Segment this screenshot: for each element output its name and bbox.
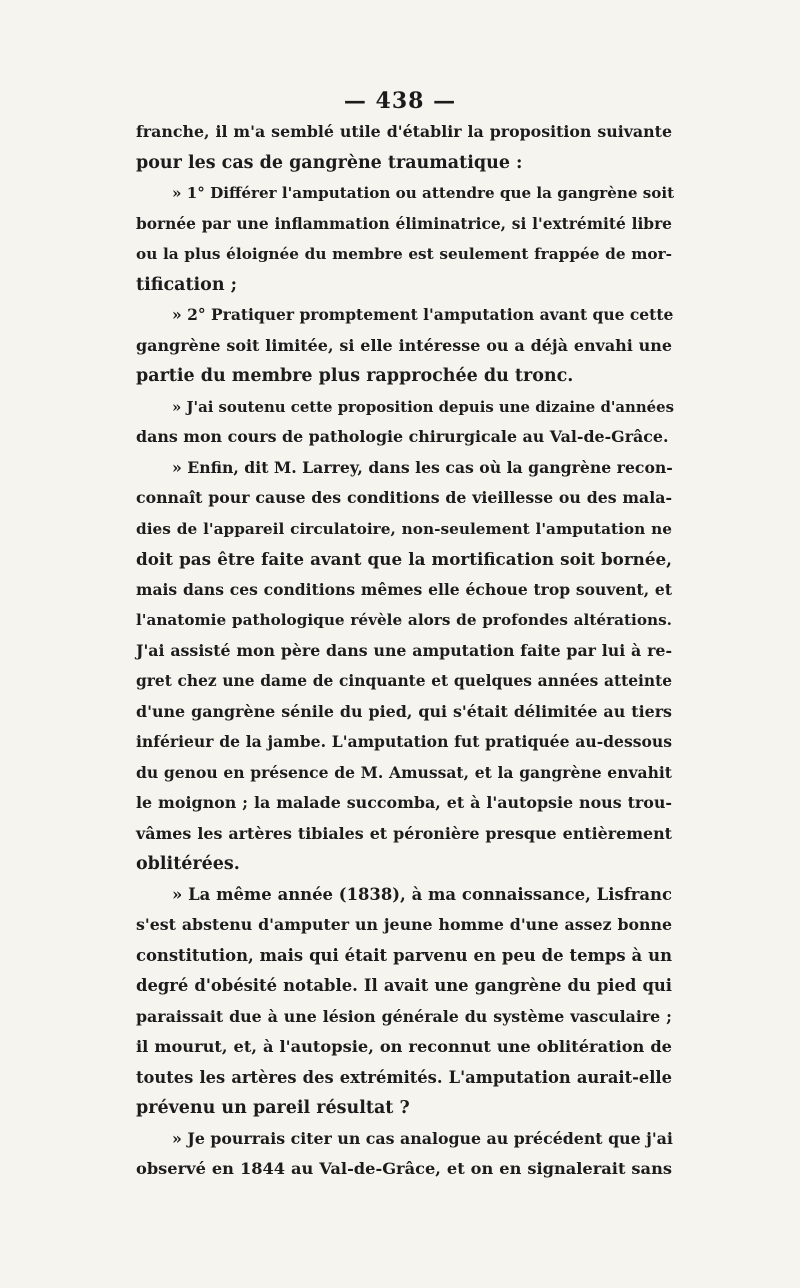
text-line: prévenu un pareil résultat ? (136, 1098, 410, 1118)
text-line: constitution, mais qui était parvenu en peu de temps à un (136, 945, 672, 965)
text-line: » Enfin, dit M. Larrey, dans les cas où la gangrène recon- (172, 457, 673, 477)
text-line: s'est abstenu d'amputer un jeune homme d'une assez bonne (136, 915, 672, 934)
text-line: du genou en présence de M. Amussat, et la gangrène envahit (136, 762, 672, 782)
text-line: dans mon cours de pathologie chirurgicale au Val-de-Grâce. (136, 427, 669, 446)
text-line: franche, il m'a semblé utile d'établir la proposition suivante (136, 122, 672, 141)
text-line: toutes les artères des extrémités. L'amputation aurait-elle (136, 1067, 672, 1087)
body-text (136, 117, 675, 1185)
text-line: d'une gangrène sénile du pied, qui s'était délimitée au tiers (136, 701, 672, 721)
text-line: il mourut, et, à l'autopsie, on reconnut une oblitération de (136, 1037, 672, 1056)
text-line: le moignon ; la malade succomba, et à l'autopsie nous trou- (136, 793, 672, 812)
text-line: J'ai assisté mon père dans une amputation faite par lui à re- (136, 640, 672, 660)
text-line: » 1° Différer l'amputation ou attendre que la gangrène soit (172, 184, 675, 202)
text-line: » J'ai soutenu cette proposition depuis une dizaine d'années (172, 397, 674, 416)
text-line: ou la plus éloignée du membre est seulement frappée de mor- (136, 245, 672, 263)
text-line: » La même année (1838), à ma connaissance, Lisfranc (172, 884, 672, 904)
text-line: » Je pourrais citer un cas analogue au précédent que j'ai (172, 1128, 673, 1148)
text-line: oblitérées. (136, 854, 240, 874)
text-line: partie du membre plus rapprochée du tronc. (136, 366, 574, 386)
text-line: inférieur de la jambe. L'amputation fut pratiquée au-dessous (136, 732, 672, 751)
page-number: — 438 — (343, 88, 457, 114)
text-line: dies de l'appareil circulatoire, non-seulement l'amputation ne (136, 519, 672, 538)
text-line: » 2° Pratiquer promptement l'amputation avant que cette (172, 305, 674, 324)
text-line: doit pas être faite avant que la mortification soit bornée, (136, 549, 672, 569)
text-line: bornée par une inflammation éliminatrice, si l'extrémité libre (136, 214, 672, 233)
text-line: vâmes les artères tibiales et péronière presque entièrement (136, 823, 672, 843)
text-line: gret chez une dame de cinquante et quelques années atteinte (136, 672, 672, 690)
text-line: mais dans ces conditions mêmes elle échoue trop souvent, et (136, 579, 672, 599)
text-line: tification ; (136, 274, 238, 295)
text-line: pour les cas de gangrène traumatique : (136, 152, 523, 173)
text-line: paraissait due à une lésion générale du système vasculaire ; (136, 1006, 672, 1026)
text-line: observé en 1844 au Val-de-Grâce, et on en signalerait sans (136, 1159, 672, 1178)
text-line: l'anatomie pathologique révèle alors de profondes altérations. (136, 611, 672, 629)
text-line: degré d'obésité notable. Il avait une gangrène du pied qui (136, 976, 672, 995)
text-line: connaît pour cause des conditions de vieillesse ou des mala- (136, 488, 672, 507)
text-line: gangrène soit limitée, si elle intéresse ou a déjà envahi une (136, 335, 672, 355)
